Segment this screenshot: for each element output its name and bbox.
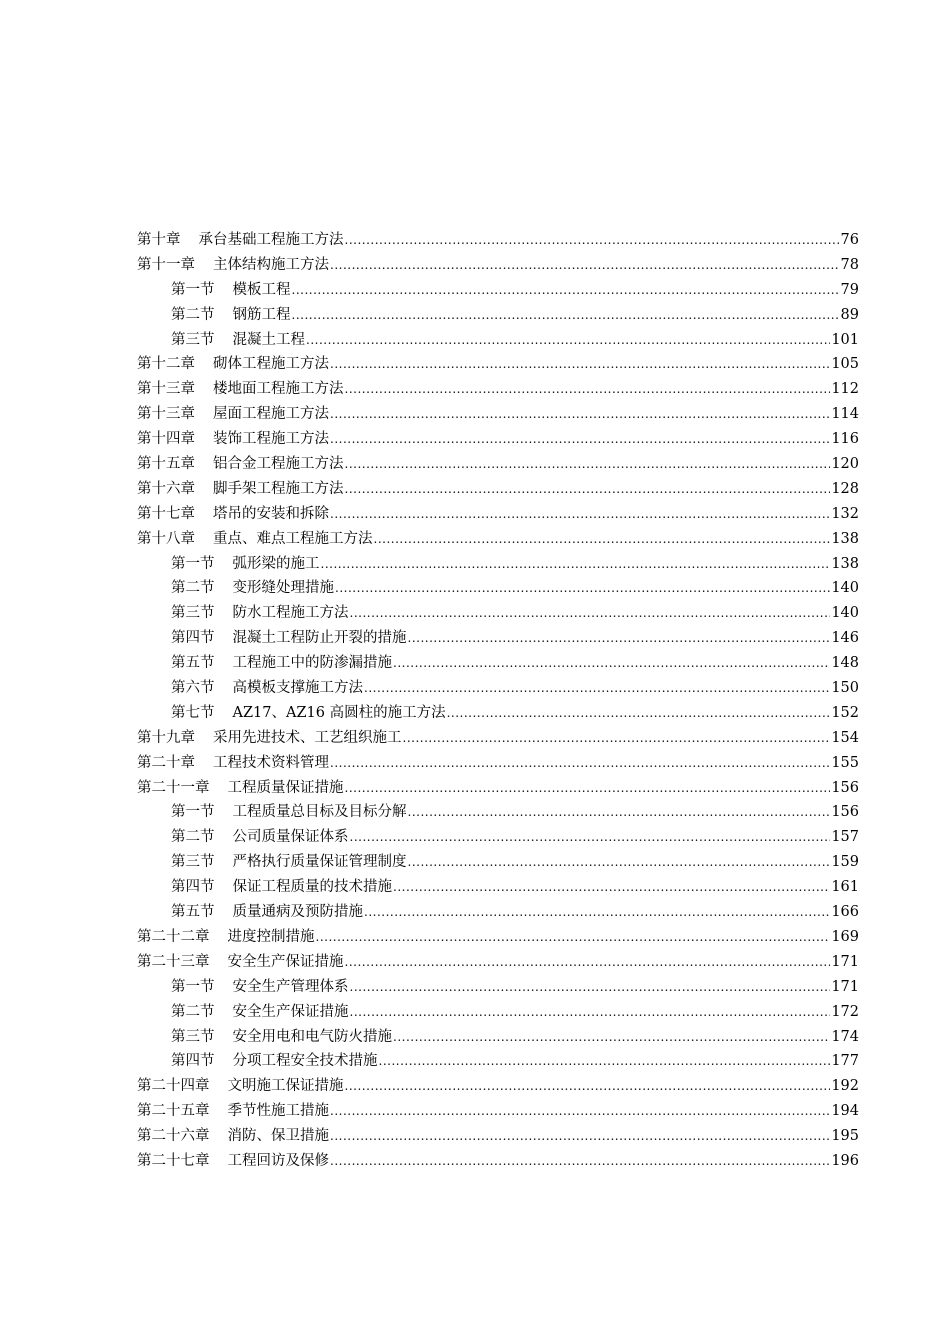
toc-dot-leader [321,552,831,577]
toc-entry-chapter[interactable] [137,527,859,552]
toc-entry-title: 工程质量保证措施 [227,779,344,796]
toc-entry-number: 第四节 [171,879,215,896]
toc-entry-number: 第一节 [171,978,215,995]
toc-entry-page-number: 194 [831,1103,859,1120]
toc-entry-page-number: 171 [831,978,859,995]
toc-entry-title: 钢筋工程 [232,306,291,323]
toc-entry-page-number: 159 [831,854,859,871]
toc-entry-number: 第二十二章 [137,928,210,945]
toc-entry-page-number: 161 [831,879,859,896]
toc-entry-section[interactable] [137,576,859,601]
toc-entry-page-number: 169 [831,928,859,945]
toc-entry-section[interactable] [137,601,859,626]
toc-entry-title: 塔吊的安装和拆除 [213,505,329,522]
toc-entry-number: 第三节 [171,331,215,348]
toc-entry-section[interactable] [137,850,859,875]
toc-dot-leader [330,253,840,278]
toc-dot-leader [403,726,831,751]
toc-dot-leader [335,576,830,601]
toc-entry-number: 第五节 [171,655,215,672]
toc-entry-section[interactable] [137,303,859,328]
toc-entry-page-number: 112 [831,381,859,398]
toc-entry-section[interactable] [137,651,859,676]
toc-dot-leader [379,1049,831,1074]
toc-dot-leader [350,601,831,626]
toc-entry-page-number: 76 [840,232,859,248]
toc-dot-leader [330,1124,830,1149]
toc-dot-leader [350,975,831,1000]
toc-entry-number: 第十二章 [137,356,195,373]
toc-dot-leader [306,328,830,353]
toc-dot-leader [330,751,830,776]
toc-entry-title: 进度控制措施 [227,928,315,945]
toc-dot-leader [292,303,840,328]
toc-entry-number: 第一节 [171,555,215,572]
toc-entry-title: 屋面工程施工方法 [213,406,329,423]
toc-entry-page-number: 105 [831,356,859,373]
toc-dot-leader [350,825,831,850]
toc-entry-title: 铝合金工程施工方法 [213,456,344,473]
toc-entry-section[interactable] [137,676,859,701]
toc-entry-title: 承台基础工程施工方法 [198,232,344,248]
toc-dot-leader [350,1000,831,1025]
table-of-contents [137,228,859,1174]
toc-entry-title: 砌体工程施工方法 [213,356,329,373]
toc-entry-chapter[interactable] [137,228,859,253]
toc-entry-page-number: 101 [831,331,859,348]
toc-entry-section[interactable] [137,900,859,925]
toc-entry-title: 公司质量保证体系 [232,829,349,846]
toc-entry-chapter[interactable] [137,253,859,278]
toc-dot-leader [330,502,830,527]
toc-entry-page-number: 156 [831,804,859,821]
toc-entry-page-number: 174 [831,1028,859,1045]
toc-entry-title: 安全生产管理体系 [232,978,349,995]
toc-dot-leader [345,452,831,477]
toc-entry-page-number: 89 [840,306,859,323]
toc-dot-leader [330,1099,830,1124]
toc-dot-leader [364,900,830,925]
toc-entry-title: 采用先进技术、工艺组织施工 [213,729,402,746]
toc-dot-leader [330,1149,830,1174]
toc-entry-number: 第三节 [171,854,215,871]
toc-dot-leader [364,676,830,701]
toc-entry-title: 防水工程施工方法 [232,605,349,622]
toc-entry-title: 安全用电和电气防火措施 [232,1028,392,1045]
toc-entry-number: 第一节 [171,804,215,821]
toc-entry-section[interactable] [137,278,859,303]
toc-entry-page-number: 196 [831,1152,859,1169]
toc-dot-leader [393,1025,830,1050]
toc-entry-number: 第二节 [171,1003,215,1020]
toc-entry-page-number: 156 [831,779,859,796]
toc-entry-page-number: 177 [831,1053,859,1070]
toc-dot-leader [408,850,831,875]
toc-entry-page-number: 116 [831,431,859,448]
toc-entry-chapter[interactable] [137,1124,859,1149]
toc-entry-title: 工程施工中的防渗漏措施 [232,655,392,672]
toc-entry-section[interactable] [137,552,859,577]
toc-dot-leader [345,228,840,253]
toc-entry-page-number: 128 [831,480,859,497]
toc-dot-leader [316,925,831,950]
toc-dot-leader [330,352,830,377]
toc-entry-page-number: 195 [831,1128,859,1145]
toc-entry-title: 工程质量总目标及目标分解 [232,804,407,821]
toc-entry-section[interactable] [137,1049,859,1074]
toc-entry-page-number: 140 [831,605,859,622]
toc-entry-chapter[interactable] [137,352,859,377]
toc-entry-title: 季节性施工措施 [227,1103,329,1120]
toc-entry-chapter[interactable] [137,402,859,427]
toc-entry-title: 弧形梁的施工 [232,555,320,572]
toc-entry-title: 脚手架工程施工方法 [213,480,344,497]
toc-entry-number: 第二十四章 [137,1078,210,1095]
toc-entry-title: 安全生产保证措施 [227,953,344,970]
toc-entry-page-number: 138 [831,530,859,547]
toc-entry-chapter[interactable] [137,726,859,751]
toc-entry-number: 第十三章 [137,406,195,423]
toc-entry-number: 第三节 [171,1028,215,1045]
toc-entry-number: 第一节 [171,281,215,298]
toc-entry-number: 第二节 [171,306,215,323]
toc-entry-number: 第四节 [171,630,215,647]
toc-dot-leader [393,651,830,676]
toc-entry-section[interactable] [137,701,859,726]
toc-entry-page-number: 138 [831,555,859,572]
toc-entry-title: 变形缝处理措施 [232,580,334,597]
toc-entry-number: 第十一章 [137,256,195,273]
toc-dot-leader [345,950,831,975]
toc-entry-title: 文明施工保证措施 [227,1078,344,1095]
toc-dot-leader [345,1074,831,1099]
toc-entry-number: 第二十章 [137,754,195,771]
toc-entry-chapter[interactable] [137,452,859,477]
toc-entry-number: 第三节 [171,605,215,622]
toc-dot-leader [408,800,831,825]
toc-entry-title: 严格执行质量保证管理制度 [232,854,407,871]
toc-entry-section[interactable] [137,328,859,353]
toc-entry-section[interactable] [137,875,859,900]
toc-entry-number: 第二十三章 [137,953,210,970]
toc-dot-leader [447,701,831,726]
toc-entry-title: 工程回访及保修 [227,1152,329,1169]
toc-entry-chapter[interactable] [137,950,859,975]
toc-entry-chapter[interactable] [137,1099,859,1124]
toc-dot-leader [345,477,831,502]
toc-entry-number: 第二十六章 [137,1128,210,1145]
toc-entry-number: 第七节 [171,704,215,721]
toc-dot-leader [330,427,830,452]
toc-entry-page-number: 157 [831,829,859,846]
toc-entry-page-number: 148 [831,655,859,672]
toc-entry-page-number: 132 [831,505,859,522]
toc-dot-leader [393,875,830,900]
toc-entry-number: 第十章 [137,232,181,248]
toc-entry-title: 模板工程 [232,281,291,298]
toc-entry-chapter[interactable] [137,1149,859,1174]
toc-entry-number: 第二十七章 [137,1152,210,1169]
toc-entry-page-number: 140 [831,580,859,597]
toc-entry-number: 第六节 [171,680,215,697]
toc-dot-leader [408,626,831,651]
toc-entry-title: 消防、保卫措施 [227,1128,329,1145]
toc-entry-number: 第二节 [171,580,215,597]
toc-entry-page-number: 166 [831,904,859,921]
toc-entry-title: 装饰工程施工方法 [213,431,329,448]
toc-entry-page-number: 172 [831,1003,859,1020]
toc-entry-section[interactable] [137,800,859,825]
toc-entry-title: 重点、难点工程施工方法 [213,530,373,547]
toc-entry-chapter[interactable] [137,776,859,801]
toc-entry-chapter[interactable] [137,1074,859,1099]
toc-entry-page-number: 114 [831,406,859,423]
toc-entry-chapter[interactable] [137,502,859,527]
toc-entry-page-number: 150 [831,680,859,697]
toc-entry-title: 高模板支撑施工方法 [232,680,363,697]
toc-entry-page-number: 155 [831,754,859,771]
toc-entry-number: 第五节 [171,904,215,921]
toc-entry-number: 第十七章 [137,505,195,522]
toc-entry-page-number: 152 [831,704,859,721]
toc-entry-title: 安全生产保证措施 [232,1003,349,1020]
toc-entry-chapter[interactable] [137,427,859,452]
toc-dot-leader [374,527,831,552]
toc-entry-section[interactable] [137,626,859,651]
toc-entry-title: 分项工程安全技术措施 [232,1053,378,1070]
toc-entry-section[interactable] [137,825,859,850]
toc-entry-chapter[interactable] [137,377,859,402]
toc-entry-title: 保证工程质量的技术措施 [232,879,392,896]
toc-entry-number: 第二十一章 [137,779,210,796]
toc-entry-page-number: 120 [831,456,859,473]
toc-dot-leader [345,776,831,801]
toc-entry-page-number: 171 [831,953,859,970]
toc-entry-chapter[interactable] [137,925,859,950]
toc-entry-number: 第十三章 [137,381,195,398]
toc-entry-number: 第四节 [171,1053,215,1070]
toc-entry-chapter[interactable] [137,477,859,502]
toc-entry-page-number: 154 [831,729,859,746]
toc-entry-title: 混凝土工程防止开裂的措施 [232,630,407,647]
toc-entry-chapter[interactable] [137,751,859,776]
toc-dot-leader [292,278,840,303]
toc-entry-section[interactable] [137,1000,859,1025]
toc-entry-number: 第十八章 [137,530,195,547]
toc-entry-title: 混凝土工程 [232,331,305,348]
toc-entry-number: 第十九章 [137,729,195,746]
toc-entry-title: 工程技术资料管理 [213,754,329,771]
toc-entry-page-number: 192 [831,1078,859,1095]
toc-entry-page-number: 146 [831,630,859,647]
toc-dot-leader [330,402,830,427]
toc-entry-title: 质量通病及预防措施 [232,904,363,921]
toc-entry-page-number: 79 [840,281,859,298]
toc-entry-section[interactable] [137,975,859,1000]
toc-entry-number: 第二十五章 [137,1103,210,1120]
toc-entry-title: AZ17、AZ16 高圆柱的施工方法 [232,704,446,721]
toc-entry-number: 第十五章 [137,456,195,473]
toc-entry-number: 第十四章 [137,431,195,448]
toc-entry-page-number: 78 [840,256,859,273]
toc-entry-title: 主体结构施工方法 [213,256,329,273]
toc-entry-number: 第十六章 [137,480,195,497]
toc-entry-number: 第二节 [171,829,215,846]
toc-entry-section[interactable] [137,1025,859,1050]
toc-dot-leader [345,377,831,402]
toc-entry-title: 楼地面工程施工方法 [213,381,344,398]
